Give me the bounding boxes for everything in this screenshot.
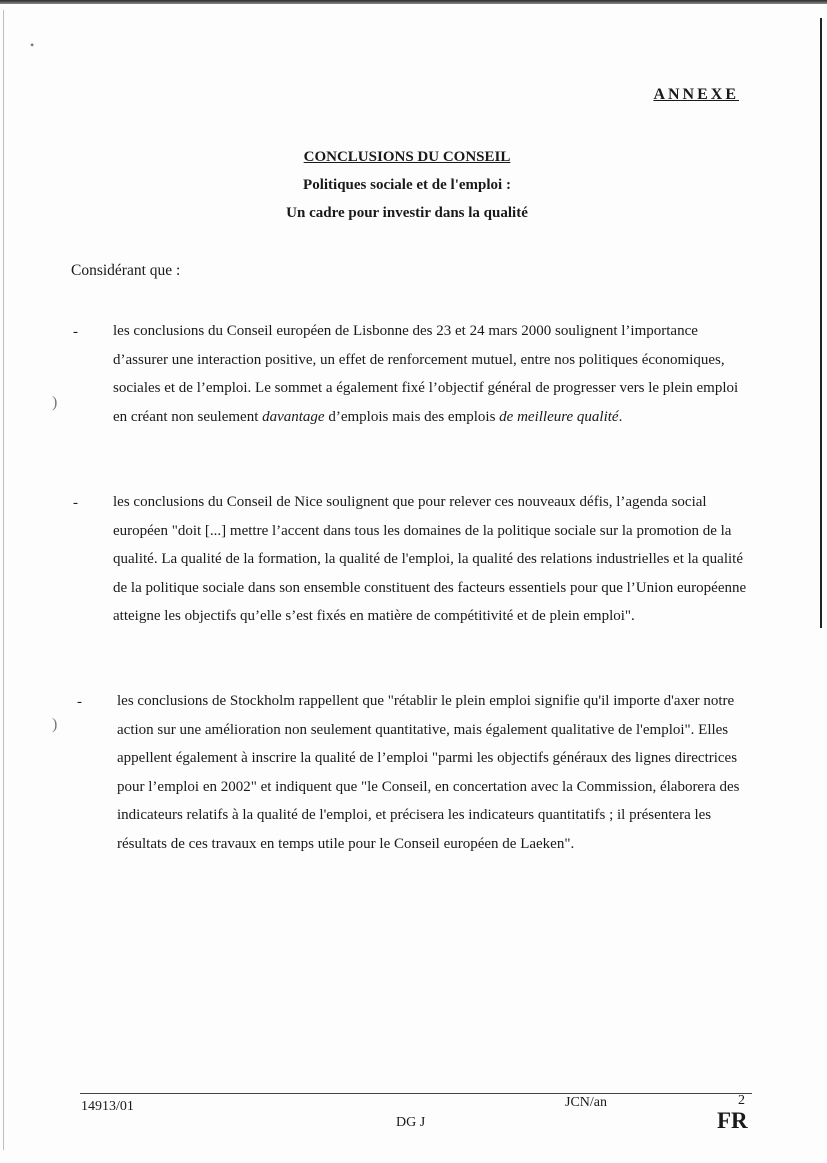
title-block <box>0 146 814 230</box>
scan-right-edge <box>820 18 822 628</box>
emphasis: de meilleure qualité <box>499 408 619 425</box>
page-number: 2 <box>738 1093 745 1108</box>
document-title: CONCLUSIONS DU CONSEIL <box>303 149 511 165</box>
directorate: DG J <box>396 1115 426 1130</box>
scan-top-edge <box>0 0 827 4</box>
item-text: les conclusions du Conseil européen de Lisbonne des 23 et 24 mars 2000 soulignent l’importance d’assurer une interaction positive, un effet de renforcement mutuel, entre nos politiques économiques, sociales et de l’emploi. Le sommet a également fixé l’objectif général de progresser vers le plein emploi en créant non seulement davantage d’emplois mais des emplois de meilleure qualité. <box>113 323 739 425</box>
annex-label: ANNEXE <box>653 86 739 103</box>
intro-text: Considérant que : <box>71 262 181 279</box>
item-text: les conclusions du Conseil de Nice soulignent que pour relever ces nouveaux défis, l’agenda social européen "doit [...] mettre l’accent dans tous les domaines de la politique sociale sur la promotion de la qualité. La qualité de la formation, la qualité de l'emploi, la qualité des relations industrielles et la qualité de la politique sociale dans son ensemble constituent des facteurs essentiels pour que l’Union européenne atteigne les objectifs qu’elle s’est fixés en matière de compétitivité et de plein emploi". <box>113 494 747 624</box>
author-initials: JCN/an <box>565 1095 607 1110</box>
language-code: FR <box>717 1108 748 1133</box>
scan-speck: • <box>30 38 35 52</box>
footer-divider <box>80 1093 752 1094</box>
bullet-dash: - <box>73 495 78 511</box>
punch-hole-mark: ) <box>52 716 58 733</box>
item-text: les conclusions de Stockholm rappellent que "rétablir le plein emploi signifie qu'il importe d'axer notre action sur une amélioration non seulement quantitative, mais également qualitative de l'emploi". Elles appellent également à inscrire la qualité de l’emploi "parmi les objectifs généraux des lignes directrices pour l’emploi en 2002" et indiquent que "le Conseil, en concertation avec la Commission, élaborera des indicateurs relatifs à la qualité de l'emploi, et précisera les indicateurs quantitatifs ; il présentera les résultats de ces travaux en temps utile pour le Conseil européen de Laeken". <box>117 693 740 852</box>
document-subtitle: Politiques sociale et de l'emploi : <box>303 177 511 193</box>
bullet-dash: - <box>77 694 82 710</box>
punch-hole-mark: ) <box>52 394 58 411</box>
document-reference: 14913/01 <box>81 1099 134 1114</box>
document-subtitle-2: Un cadre pour investir dans la qualité <box>286 205 528 221</box>
emphasis: davantage <box>262 408 325 425</box>
bullet-dash: - <box>73 324 78 340</box>
